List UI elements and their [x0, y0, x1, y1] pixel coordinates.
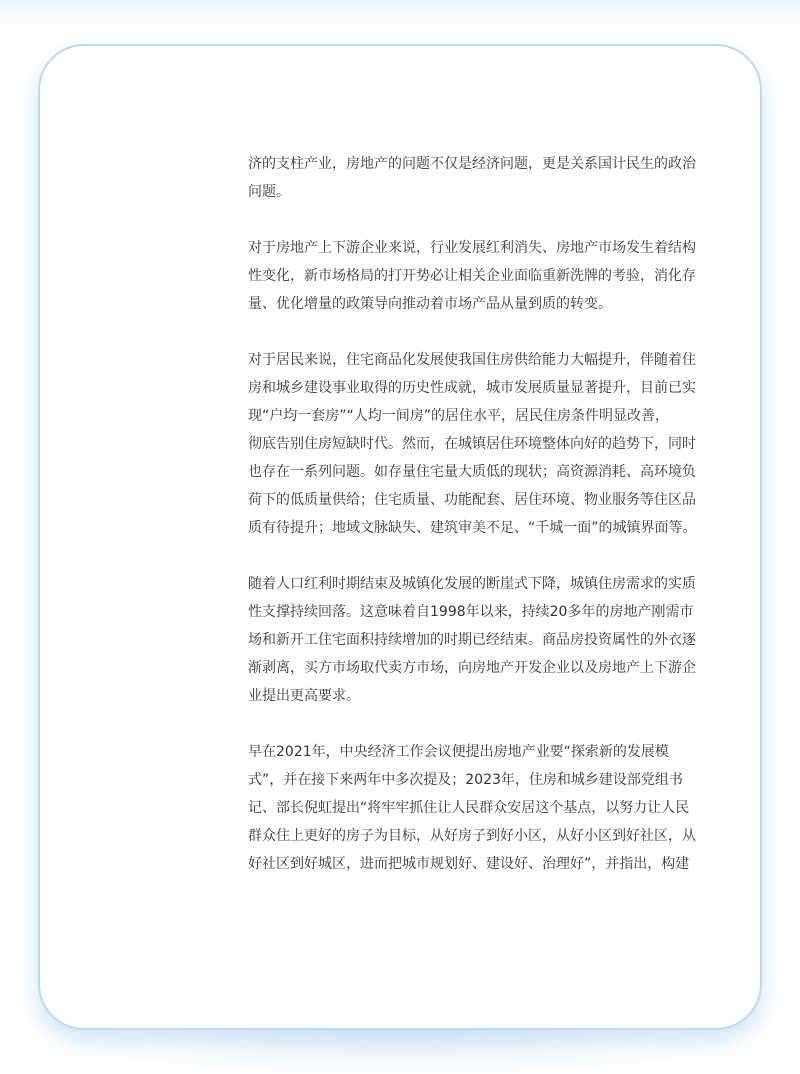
- text-line: 质有待提升；地域文脉缺失、建筑审美不足、“千城一面”的城镇界面等。: [248, 520, 697, 536]
- paragraph-gap: [248, 710, 678, 738]
- text-line: 随着人口红利时期结束及城镇化发展的断崖式下降，城镇住房需求的实质: [248, 576, 696, 592]
- text-line: 好社区到好城区，进而把城市规划好、建设好、治理好”，并指出，构建: [248, 856, 690, 872]
- text-line: 式”，并在接下来两年中多次提及；2023年，住房和城乡建设部党组书: [248, 772, 683, 788]
- text-line: 性支撑持续回落。这意味着自1998年以来，持续20多年的房地产刚需市: [248, 604, 694, 620]
- text-line: 现“户均一套房”“人均一间房”的居住水平，居民住房条件明显改善，: [248, 408, 670, 424]
- text-line: 性变化，新市场格局的打开势必让相关企业面临重新洗牌的考验，消化存: [248, 268, 696, 284]
- paragraph-2: [248, 234, 696, 318]
- text-line: 荷下的低质量供给；住宅质量、功能配套、居住环境、物业服务等住区品: [248, 492, 696, 508]
- text-line: 量、优化增量的政策导向推动着市场产品从量到质的转变。: [248, 296, 612, 312]
- text-line: 群众住上更好的房子为目标，从好房子到好小区，从好小区到好社区，从: [248, 828, 696, 844]
- paragraph-1: [248, 150, 696, 206]
- text-line: 也存在一系列问题。如存量住宅量大质低的现状；高资源消耗、高环境负: [248, 464, 696, 480]
- article-body: [248, 150, 697, 878]
- text-line: 问题。: [248, 184, 290, 200]
- text-line: 济的支柱产业，房地产的问题不仅是经济问题，更是关系国计民生的政治: [248, 156, 696, 172]
- text-line: 场和新开工住宅面积持续增加的时期已经结束。商品房投资属性的外衣逐: [248, 632, 696, 648]
- text-line: 业提出更高要求。: [248, 688, 360, 704]
- text-line: 房和城乡建设事业取得的历史性成就，城市发展质量显著提升，目前已实: [248, 380, 696, 396]
- paragraph-5: [248, 738, 696, 878]
- text-line: 记、部长倪虹提出“将牢牢抓住让人民群众安居这个基点，以努力让人民: [248, 800, 690, 816]
- paragraph-gap: [248, 542, 678, 570]
- paragraph-4: [248, 570, 696, 710]
- text-line: 对于房地产上下游企业来说，行业发展红利消失、房地产市场发生着结构: [248, 240, 696, 256]
- paragraph-3: [248, 346, 697, 542]
- paragraph-gap: [248, 318, 678, 346]
- text-line: 早在2021年，中央经济工作会议便提出房地产业要“探索新的发展模: [248, 744, 669, 760]
- paragraph-gap: [248, 206, 678, 234]
- text-line: 渐剥离，买方市场取代卖方市场，向房地产开发企业以及房地产上下游企: [248, 660, 696, 676]
- text-line: 对于居民来说，住宅商品化发展使我国住房供给能力大幅提升，伴随着住: [248, 352, 696, 368]
- top-glow: [0, 0, 800, 24]
- text-line: 彻底告别住房短缺时代。然而，在城镇居住环境整体向好的趋势下，同时: [248, 436, 696, 452]
